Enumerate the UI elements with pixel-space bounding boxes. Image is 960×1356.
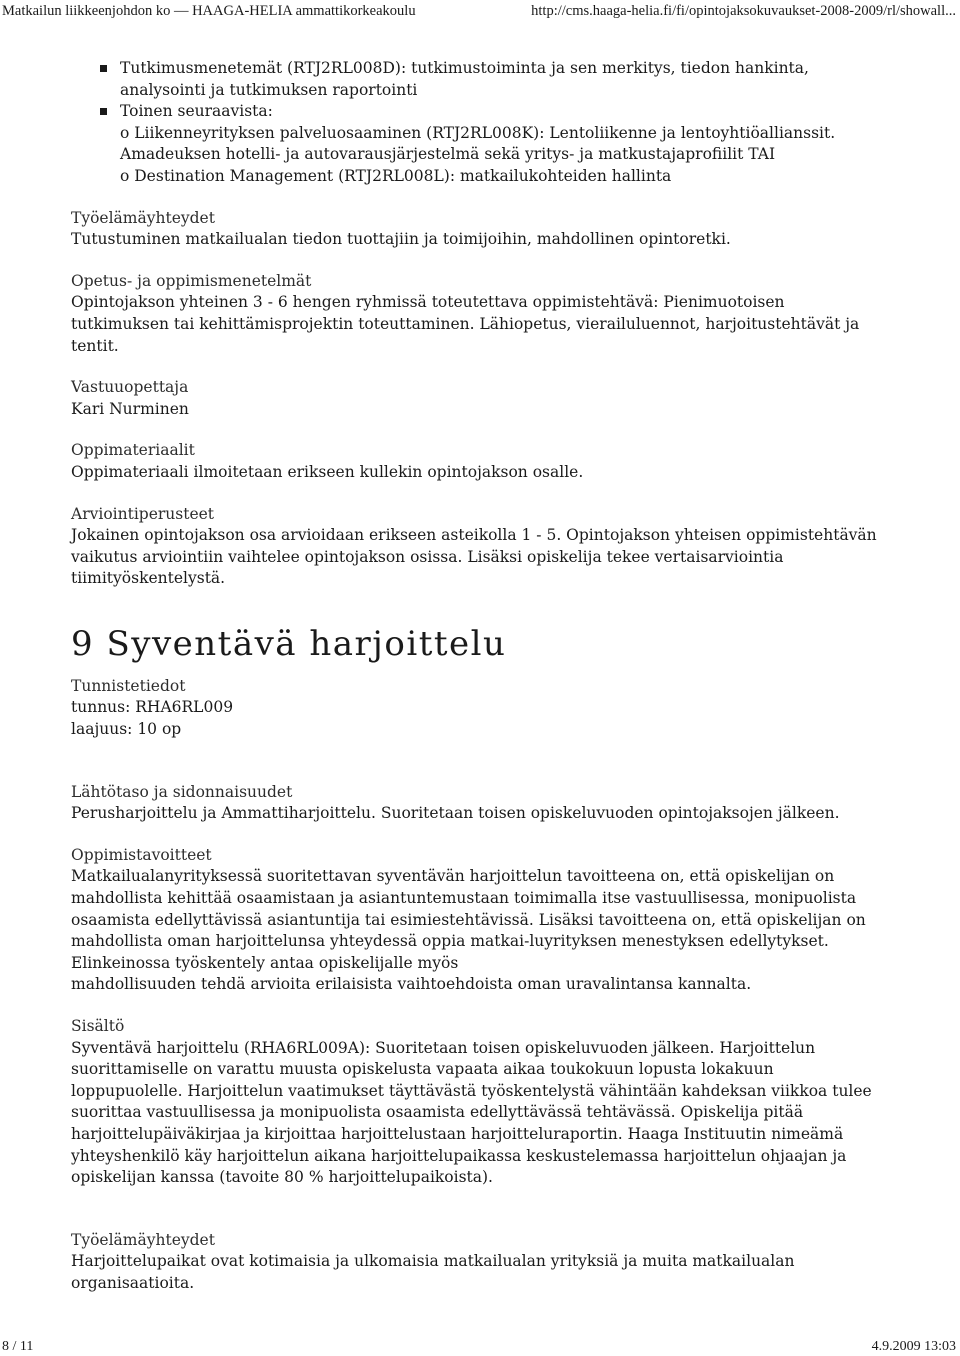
section-text: yhteyshenkilö käy harjoittelun aikana harjoittelupaikassa keskustelemassa harjoittelun ohjaajan ja	[71, 1146, 847, 1165]
section-opetusmenetelmat	[71, 271, 931, 357]
section-text: Opintojakson yhteinen 3 - 6 hengen ryhmissä toteutettava oppimistehtävä: Pienimuotoisen	[71, 293, 785, 312]
course-title: 9 Syventävä harjoittelu	[71, 623, 507, 664]
section-sisalto	[71, 1016, 931, 1189]
course-code: tunnus: RHA6RL009	[71, 698, 234, 717]
section-text: loppupuolelle. Harjoittelun vaatimukset täyttävästä työskentelystä vähintään kahdeksan viikkoa tulee	[71, 1081, 872, 1100]
section-text: mahdollista kehittää osaamistaan ja asiantuntemustaan toimimalla itse vastuullisessa, monipuolista	[71, 889, 857, 908]
list-item-text: Tutkimusmenetemät (RTJ2RL008D): tutkimustoiminta ja sen merkitys, tiedon hankinta,	[120, 59, 809, 77]
section-lahtotaso	[71, 782, 931, 825]
section-heading: Työelämäyhteydet	[71, 1230, 215, 1249]
section-text: Perusharjoittelu ja Ammattiharjoittelu. Suoritetaan toisen opiskeluvuoden opintojaksojen jälkeen.	[71, 804, 840, 823]
section-heading: Tunnistetiedot	[71, 676, 186, 695]
section-text: mahdollista oman harjoittelunsa yhteydessä oppia matkai-luyrityksen menestyksen edellytykset.	[71, 932, 829, 951]
section-tyoelamayhteydet-2	[71, 1230, 931, 1295]
section-text: Harjoittelupaikat ovat kotimaisia ja ulkomaisia matkailualan yrityksiä ja muita matkailualan	[71, 1252, 795, 1271]
section-text: vaikutus arviointiin vaihtelee opintojakson osissa. Lisäksi opiskelija tekee vertaisarviointia	[71, 547, 784, 566]
section-text: suorittamiselle on varattu muusta opiskelusta vapaata aikaa toukokuun lopusta lokakuun	[71, 1060, 774, 1079]
document-title: Matkailun liikkeenjohdon ko — HAAGA-HELIA ammattikorkeakoulu	[2, 3, 416, 19]
section-heading: Lähtötaso ja sidonnaisuudet	[71, 782, 293, 801]
section-arviointiperusteet	[71, 504, 931, 590]
section-heading: Työelämäyhteydet	[71, 208, 215, 227]
square-bullet-icon	[100, 65, 107, 72]
print-header	[0, 0, 960, 22]
section-text: Kari Nurminen	[71, 399, 189, 418]
page-number: 8 / 11	[2, 1339, 34, 1354]
section-heading: Oppimateriaalit	[71, 441, 195, 460]
section-heading: Opetus- ja oppimismenetelmät	[71, 271, 312, 290]
section-text: Jokainen opintojakson osa arvioidaan erikseen asteikolla 1 - 5. Opintojakson yhteisen oppimistehtävän	[71, 526, 877, 545]
section-oppimateriaalit	[71, 440, 931, 483]
section-text: suorittaa vastuullisessa ja monipuolista osaamista edellyttävässä tehtävässä. Opiskelija pitää	[71, 1103, 804, 1122]
document-url: http://cms.haaga-helia.fi/fi/opintojaksokuvaukset-2008-2009/rl/showall...	[531, 3, 956, 19]
section-text: Elinkeinossa työskentely antaa opiskelijalle myös	[71, 953, 459, 972]
option-text: o Liikenneyrityksen palveluosaaminen (RTJ2RL008K): Lentoliikenne ja lentoyhtiöallianssit.	[120, 123, 836, 142]
square-bullet-icon	[100, 108, 107, 115]
section-heading: Vastuuopettaja	[71, 378, 189, 397]
section-text: opiskelijan kanssa (tavoite 80 % harjoittelupaikoista).	[71, 1168, 493, 1187]
section-text: Matkailualanyrityksessä suoritettavan syventävän harjoittelun tavoitteena on, että opiskelijan on	[71, 867, 835, 886]
section-text: tutkimuksen tai kehittämisprojektin toteuttaminen. Lähiopetus, vierailuluennot, harjoitustehtävät ja	[71, 314, 860, 333]
course-scope: laajuus: 10 op	[71, 720, 182, 739]
print-timestamp: 4.9.2009 13:03	[871, 1339, 956, 1354]
section-text: harjoittelupäiväkirjaa ja kirjoittaa harjoittelustaan harjoitteluraportin. Haaga Instituutin nimeämä	[71, 1124, 844, 1143]
option-text: Amadeuksen hotelli- ja autovarausjärjestelmä sekä yritys- ja matkustajaprofiilit TAI	[120, 145, 776, 164]
section-tunnistetiedot	[71, 676, 931, 741]
section-vastuuopettaja	[71, 377, 931, 420]
section-heading: Sisältö	[71, 1017, 125, 1035]
section-text: osaamista edellyttävissä asiantuntija tai esimiestehtävissä. Lisäksi tavoitteena on, että opiskelijan on	[71, 910, 866, 929]
list-item	[71, 58, 931, 101]
list-item-text: Toinen seuraavista:	[120, 102, 273, 121]
section-tyoelamayhteydet	[71, 208, 931, 251]
section-heading: Arviointiperusteet	[71, 504, 215, 523]
option-text: o Destination Management (RTJ2RL008L): matkailukohteiden hallinta	[120, 166, 672, 185]
section-text: Tutustuminen matkailualan tiedon tuottajiin ja toimijoihin, mahdollinen opintoretki.	[71, 230, 731, 249]
course-parts-list	[71, 58, 931, 188]
list-item	[71, 101, 931, 187]
print-footer	[0, 1337, 960, 1356]
section-oppimistavoitteet	[71, 845, 931, 996]
document-body	[71, 58, 931, 1295]
section-heading: Oppimistavoitteet	[71, 845, 212, 864]
list-item-text: analysointi ja tutkimuksen raportointi	[120, 80, 418, 99]
section-text: mahdollisuuden tehdä arvioita erilaisista vaihtoehdoista oman uravalintansa kannalta.	[71, 975, 752, 994]
section-text: organisaatioita.	[71, 1273, 195, 1292]
section-text: Oppimateriaali ilmoitetaan erikseen kullekin opintojakson osalle.	[71, 462, 584, 481]
section-text: tiimityöskentelystä.	[71, 569, 226, 588]
section-text: tentit.	[71, 336, 119, 355]
section-text: Syventävä harjoittelu (RHA6RL009A): Suoritetaan toisen opiskeluvuoden jälkeen. Harjoittelun	[71, 1038, 816, 1057]
